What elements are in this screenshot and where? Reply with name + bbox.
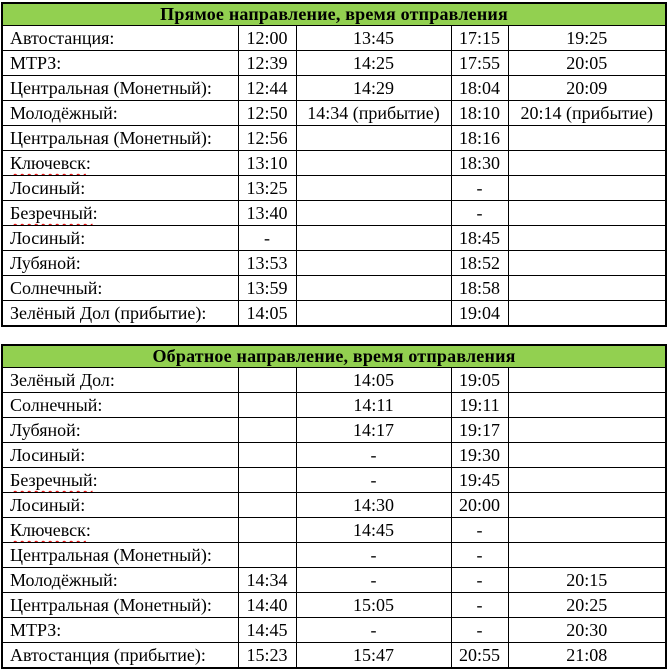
station-cell: Автостанция: (2, 26, 238, 51)
time-cell (296, 126, 451, 151)
misspelled-word: Ключевск (10, 520, 86, 540)
time-cell (238, 443, 296, 468)
time-cell: 13:25 (238, 176, 296, 201)
table-row (2, 126, 666, 151)
time-cell: 13:40 (238, 201, 296, 226)
time-cell (296, 176, 451, 201)
time-cell: 14:45 (296, 518, 451, 543)
table-row (2, 368, 666, 393)
station-cell: Лосиный: (2, 443, 238, 468)
time-cell: 18:45 (451, 226, 508, 251)
table-row (2, 76, 666, 101)
time-cell (508, 251, 666, 276)
time-cell (508, 126, 666, 151)
table-row (2, 301, 666, 327)
time-cell (238, 393, 296, 418)
time-cell (508, 468, 666, 493)
time-cell: 20:00 (451, 493, 508, 518)
time-cell (508, 518, 666, 543)
time-cell (508, 368, 666, 393)
station-cell: Ключевск: (2, 518, 238, 543)
time-cell: 18:52 (451, 251, 508, 276)
time-cell: 15:05 (296, 593, 451, 618)
time-cell: 18:30 (451, 151, 508, 176)
reverse-direction-table (1, 344, 667, 669)
time-cell (508, 543, 666, 568)
station-cell: Центральная (Монетный): (2, 593, 238, 618)
time-cell: 17:55 (451, 51, 508, 76)
time-cell: - (296, 468, 451, 493)
time-cell (296, 276, 451, 301)
time-cell: 14:17 (296, 418, 451, 443)
time-cell: - (451, 518, 508, 543)
time-cell (296, 201, 451, 226)
misspelled-word: Безречный (10, 203, 93, 223)
time-cell (238, 493, 296, 518)
time-cell (508, 493, 666, 518)
time-cell: 14:11 (296, 393, 451, 418)
table-row (2, 468, 666, 493)
time-cell (238, 418, 296, 443)
direct-direction-table (1, 2, 667, 327)
station-cell: Зелёный Дол (прибытие): (2, 301, 238, 327)
time-cell: - (238, 226, 296, 251)
time-cell (508, 276, 666, 301)
time-cell: - (451, 568, 508, 593)
time-cell (508, 443, 666, 468)
table-row (2, 276, 666, 301)
time-cell: 18:04 (451, 76, 508, 101)
table-row (2, 226, 666, 251)
time-cell: - (451, 618, 508, 643)
time-cell: 14:05 (238, 301, 296, 327)
time-cell: 14:40 (238, 593, 296, 618)
time-cell (508, 393, 666, 418)
time-cell: 20:15 (508, 568, 666, 593)
time-cell (508, 301, 666, 327)
time-cell (238, 543, 296, 568)
time-cell: 19:17 (451, 418, 508, 443)
time-cell: - (296, 618, 451, 643)
time-cell: - (451, 543, 508, 568)
time-cell: 20:30 (508, 618, 666, 643)
time-cell: 21:08 (508, 643, 666, 669)
time-cell: 15:23 (238, 643, 296, 669)
time-cell (238, 368, 296, 393)
time-cell: 20:09 (508, 76, 666, 101)
station-cell: Центральная (Монетный): (2, 76, 238, 101)
time-cell: - (296, 543, 451, 568)
time-cell (508, 151, 666, 176)
time-cell: 14:25 (296, 51, 451, 76)
table-row (2, 26, 666, 51)
time-cell: 12:50 (238, 101, 296, 126)
station-cell: Безречный: (2, 201, 238, 226)
table-row (2, 493, 666, 518)
table-header-row (2, 3, 666, 26)
station-cell: Молодёжный: (2, 101, 238, 126)
time-cell: 20:14 (прибытие) (508, 101, 666, 126)
time-cell (296, 151, 451, 176)
time-cell: 18:16 (451, 126, 508, 151)
station-cell: Безречный: (2, 468, 238, 493)
time-cell: 19:25 (508, 26, 666, 51)
table-row (2, 518, 666, 543)
table-row (2, 151, 666, 176)
station-cell: Автостанция (прибытие): (2, 643, 238, 669)
time-cell: 13:10 (238, 151, 296, 176)
table-row (2, 443, 666, 468)
table-row (2, 51, 666, 76)
station-cell: Центральная (Монетный): (2, 543, 238, 568)
misspelled-word: Безречный (10, 470, 93, 490)
time-cell: 13:45 (296, 26, 451, 51)
time-cell: 14:29 (296, 76, 451, 101)
time-cell: 14:05 (296, 368, 451, 393)
station-cell: Лубяной: (2, 418, 238, 443)
station-cell: Лосиный: (2, 493, 238, 518)
table-row (2, 543, 666, 568)
station-cell: Лосиный: (2, 176, 238, 201)
station-cell: Лосиный: (2, 226, 238, 251)
misspelled-word: Ключевск (10, 153, 86, 173)
table-row (2, 568, 666, 593)
time-cell: 14:34 (прибытие) (296, 101, 451, 126)
time-cell: 19:04 (451, 301, 508, 327)
time-cell: 14:30 (296, 493, 451, 518)
time-cell (296, 301, 451, 327)
time-cell: 18:58 (451, 276, 508, 301)
table-row (2, 201, 666, 226)
station-cell: Лубяной: (2, 251, 238, 276)
time-cell: - (451, 176, 508, 201)
station-cell: Солнечный: (2, 276, 238, 301)
station-cell: МТРЗ: (2, 618, 238, 643)
time-cell: 19:11 (451, 393, 508, 418)
station-cell: Ключевск: (2, 151, 238, 176)
time-cell: 20:05 (508, 51, 666, 76)
station-cell: Молодёжный: (2, 568, 238, 593)
reverse-table-body (2, 368, 666, 669)
time-cell: 12:56 (238, 126, 296, 151)
station-cell: МТРЗ: (2, 51, 238, 76)
table-row (2, 176, 666, 201)
time-cell: 13:59 (238, 276, 296, 301)
time-cell (508, 418, 666, 443)
table-row (2, 418, 666, 443)
time-cell: 15:47 (296, 643, 451, 669)
time-cell: 19:45 (451, 468, 508, 493)
time-cell: 12:44 (238, 76, 296, 101)
table-row (2, 393, 666, 418)
table-row (2, 251, 666, 276)
time-cell (296, 226, 451, 251)
time-cell (296, 251, 451, 276)
table-row (2, 618, 666, 643)
time-cell: - (296, 568, 451, 593)
time-cell: - (451, 201, 508, 226)
time-cell: 17:15 (451, 26, 508, 51)
time-cell (508, 201, 666, 226)
time-cell (508, 226, 666, 251)
time-cell: 12:39 (238, 51, 296, 76)
time-cell: 20:55 (451, 643, 508, 669)
time-cell: 19:05 (451, 368, 508, 393)
time-cell: 18:10 (451, 101, 508, 126)
time-cell: 14:45 (238, 618, 296, 643)
reverse-table-title: Обратное направление, время отправления (2, 345, 666, 368)
time-cell: 19:30 (451, 443, 508, 468)
time-cell (238, 468, 296, 493)
direct-table-body (2, 26, 666, 327)
time-cell: - (451, 593, 508, 618)
time-cell: - (296, 443, 451, 468)
station-cell: Центральная (Монетный): (2, 126, 238, 151)
time-cell: 20:25 (508, 593, 666, 618)
time-cell: 14:34 (238, 568, 296, 593)
time-cell: 13:53 (238, 251, 296, 276)
time-cell: 12:00 (238, 26, 296, 51)
time-cell (508, 176, 666, 201)
table-row (2, 101, 666, 126)
station-cell: Солнечный: (2, 393, 238, 418)
direct-table-title: Прямое направление, время отправления (2, 3, 666, 26)
table-row (2, 643, 666, 669)
time-cell (238, 518, 296, 543)
table-header-row (2, 345, 666, 368)
station-cell: Зелёный Дол: (2, 368, 238, 393)
table-row (2, 593, 666, 618)
